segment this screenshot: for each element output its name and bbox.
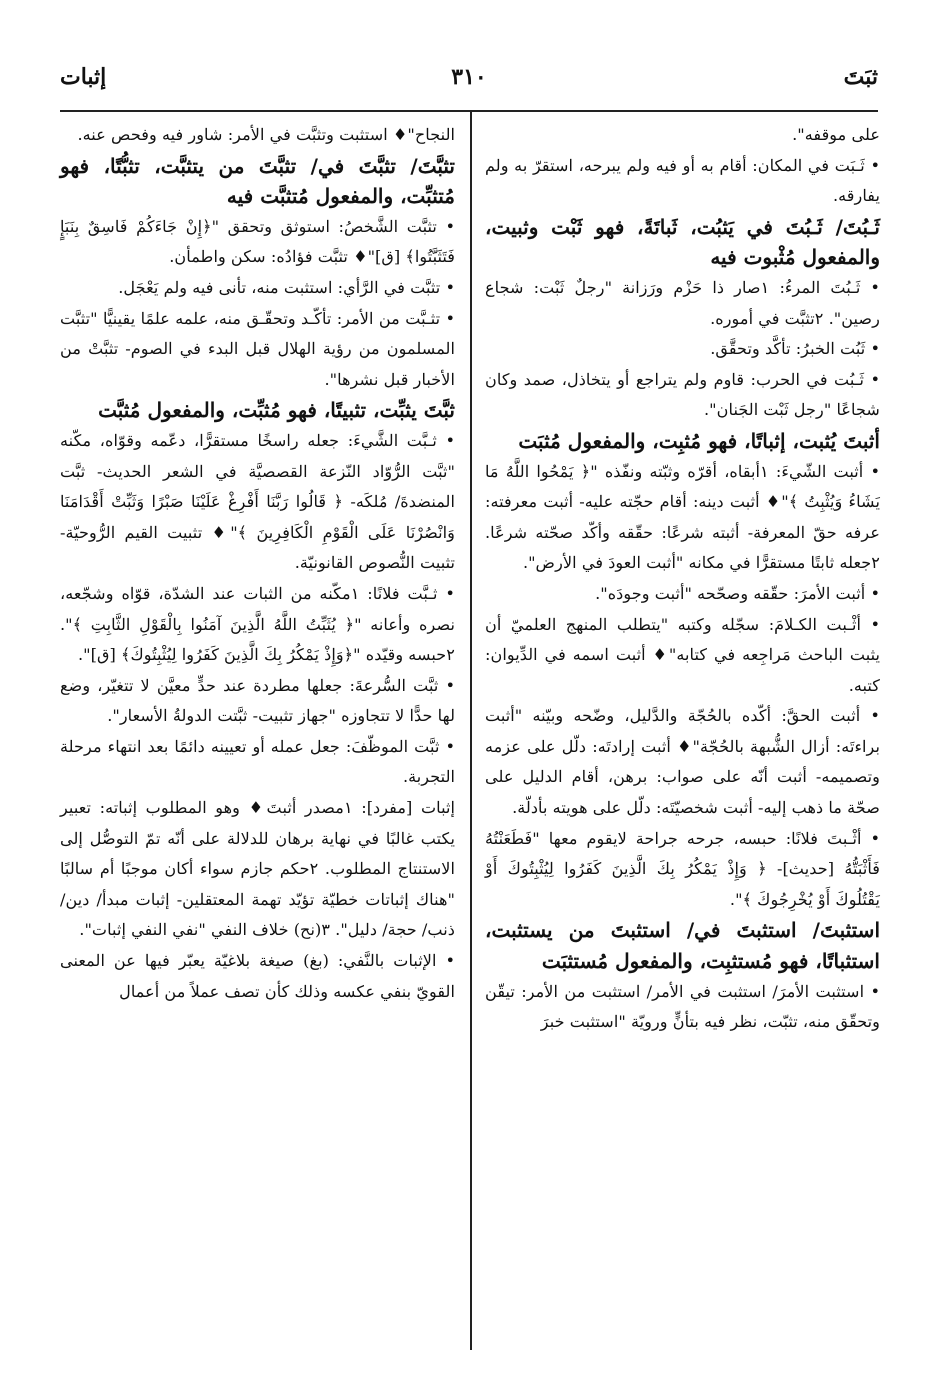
entry-paragraph: النجاح"♦ استثبت وتثبَّت في الأمر: شاور فيه وفحص عنه.: [77, 125, 455, 144]
entry-paragraph: على موقفه".: [792, 125, 880, 144]
entry-paragraph: إثبات [مفرد]: ١مصدر أثبتَ♦ وهو المطلوب إثباته: تعبير يكتب غالبًا في نهاية برهان للدلالة على أنّه تمّ التوصُّل إلى الاستنتاج المطلوب. ٢حكم جازم سواء أكان موجبًا أم سالبًا "هناك إثباتات خطيّة تؤيّد تهمة المعتقلين- إثبات مبدأ/ دين/ ذنب/ حجة/ دليل". ٣(نح) خلاف النفي "نفي النفي إثبات".: [60, 798, 456, 940]
entry-headword: تثبَّتَ/ تثبَّتَ في/ تثبَّتَ من يتثبَّت، تثبُّتًا، فهو مُتثبِّت، والمفعول مُتثبَّت فيه: [60, 153, 455, 209]
entry-paragraph: • ثَـبُت في الحرب: قاوم ولم يتراجع أو يتخاذل، صمد وكان شجاعًا "رجل ثَبْت الجَنان".: [485, 369, 880, 420]
entry-paragraph: • ثبَّت السُّرعةَ: جعلها مطردة عند حدٍّ معيَّن لا تتغيّر، وضع لها حدًّا لا تتجاوزه "جهاز تثبيت- ثبَّتت الدولةُ الأسعار".: [60, 675, 455, 726]
header-rule: [60, 110, 878, 112]
entry-paragraph: • تثـبَّت من الأمر: تأكّـد وتحقّـق منه، علمه علمًا يقينيًّا "تثبَّت المسلمون من رؤية الهلال قبل البدء في الصوم- تثبَّتْ من الأخبار قبل نشرها".: [60, 308, 455, 389]
header-left-keyword: إثبات: [60, 64, 107, 90]
left-column: [60, 120, 455, 1007]
entry-paragraph: • أثْـبتَ فلانًا: حبسه، جرحه جراحة لايقوم معها "فَطَعَنْتُهُ فَأَثْبَتُّهُ [حديث]- ﴿ وَإِذْ يَمْكُرُ بِكَ الَّذِينَ كَفَرُوا لِيُثْبِتُوكَ أَوْ يَقْتُلُوكَ أَوْ يُخْرِجُوكَ ﴾".: [485, 828, 880, 909]
entry-paragraph: • ثـبَّت الشَّيءَ: جعله راسخًا مستقرًّا، دعّمه وقوّاه، مكّنه "ثبَّت الرُّوّاد النّزعة القصصيَّة في الشعر الحديث- ثبَّت المنضدةَ/ مُلكَه- ﴿ قَالُوا رَبَّنَا أَفْرِغْ عَلَيْنَا صَبْرًا وَثَبِّتْ أَقْدَامَنَا وَانْصُرْنَا عَلَى الْقَوْمِ الْكَافِرِينَ ﴾"♦ تثبيت القيم الرُّوحيّة- تثبيت النُّصوص القانونيّة.: [60, 430, 455, 573]
entry-paragraph: • ثـبَّت فلانًا: ١مكّنه من الثبات عند الشدّة، قوّاه وشجّعه، نصره وأعانه "﴿ يُثَبِّتُ اللَّهُ الَّذِينَ آمَنُوا بِالْقَوْلِ الثَّابِتِ ﴾". ٢حبسه وقيّده "﴿وَإِذْ يَمْكُرُ بِكَ الَّذِينَ كَفَرُوا لِيُثْبِتُوكَ﴾ [ق]".: [60, 583, 455, 665]
header-right-keyword: ثبَتَ: [843, 64, 878, 90]
page-number: ٣١٠: [451, 64, 487, 90]
column-divider: [470, 112, 472, 1350]
entry-headword: أثبتَ يُثبت، إثباتًا، فهو مُثبِت، والمفعول مُثبَت: [518, 428, 880, 453]
entry-headword: ثَـبُتَ/ ثَـبُتَ في يَثبُت، ثَباتَةً، فهو ثَبْت وثبيت، والمفعول مُثْبوت فيه: [485, 214, 880, 270]
entry-paragraph: • أثْـبت الكـلامَ: سجّله وكتبه "يتطلب المنهج العلميّ أن يثبت الباحث مَراجِعه في كتابه"♦ أثبت اسمه في الدِّيوان: كتبه.: [485, 614, 880, 695]
entry-paragraph: • ثَبُت الخبرُ: تأكَّد وتحقَّق.: [710, 339, 880, 359]
entry-paragraph: • ثَـبُتَ المرءُ: ١صار ذا حَزْم ورَزانة "رجلٌ ثَبْت: شجاع رصين". ٢تثبَّت في أموره.: [485, 277, 880, 328]
entry-paragraph: • ثبَّت الموظّفَ: جعل عمله أو تعيينه دائمًا بعد انتهاء مرحلة التجربة.: [60, 736, 455, 787]
entry-headword: ثبَّتَ يثبِّت، تثبيتًا، فهو مُثبِّت، والمفعول مُثبَّت: [98, 398, 455, 423]
entry-paragraph: • أثبت الحقَّ: أكّده بالحُجّة والدَّليل، وضّحه وبيّنه "أثبت براءتَه: أزال الشُّبهة بالحُجّة"♦ أثبت إرادتَه: دلّل على عزمه وتصميمه- أثبت أنّه على صواب: برهن، أقام الدليل على صحّة ما ذهب إليه- أثبت شخصيّتَه: دلّل على هويته بأدلّة.: [485, 706, 880, 818]
entry-paragraph: • أثبت الشّيءَ: ١أبقاه، أقرّه وثبّته ونفّذه "﴿ يَمْحُوا اللَّهُ مَا يَشَاءُ وَيُثْبِتُ ﴾"♦ أثبت دينه: أقام حجّته عليه- أثبت معرفته: عرفه حقّ المعرفة- أثبته شرعًا: حقّقه وأكّد صحّته شرعًا. ٢جعله ثابتًا مستقرًّا في مكانه "أثبت العودَ في الأرض".: [485, 461, 880, 573]
entry-paragraph: • استثبت الأمرَ/ استثبت في الأمر/ استثبت من الأمر: تيقّن وتحقّق منه، تثبّت، نظر فيه بتأنٍّ ورويّة "استثبت خبرَ: [485, 981, 880, 1032]
entry-paragraph: • الإثبات بالنَّفي: (بغ) صيغة بلاغيّة يعبّر فيها عن المعنى القويّ بنفي عكسه وذلك كأن تصف عملاً من أعمال: [60, 951, 455, 1001]
entry-paragraph: • تثبَّت الشَّخصُ: استوثق وتحقق "﴿إِنْ جَاءَكُمْ فَاسِقٌ بِنَبَإٍ فَتَثَبَّتُوا﴾ [ق]"♦ تثبَّت فؤادُه: سكن واطمأن.: [60, 216, 455, 267]
entry-paragraph: • ثَـبَت في المكان: أقام به أو فيه ولم يبرحه، استقرّ به ولم يفارقه.: [485, 155, 880, 206]
entry-headword: استثبتَ/ استثبتَ في/ استثبتَ من يستثبت، استثباتًا، فهو مُستثبِت، والمفعول مُستثبَت: [485, 918, 880, 974]
entry-paragraph: • تثبَّت في الرَّأي: استثبت منه، تأنى فيه ولم يَعْجَل.: [118, 277, 455, 297]
page-header: [60, 58, 878, 102]
entry-paragraph: • أثبت الأمرَ: حقّقه وصحّحه "أثبت وجودَه".: [595, 583, 880, 603]
right-column: [485, 120, 880, 1038]
